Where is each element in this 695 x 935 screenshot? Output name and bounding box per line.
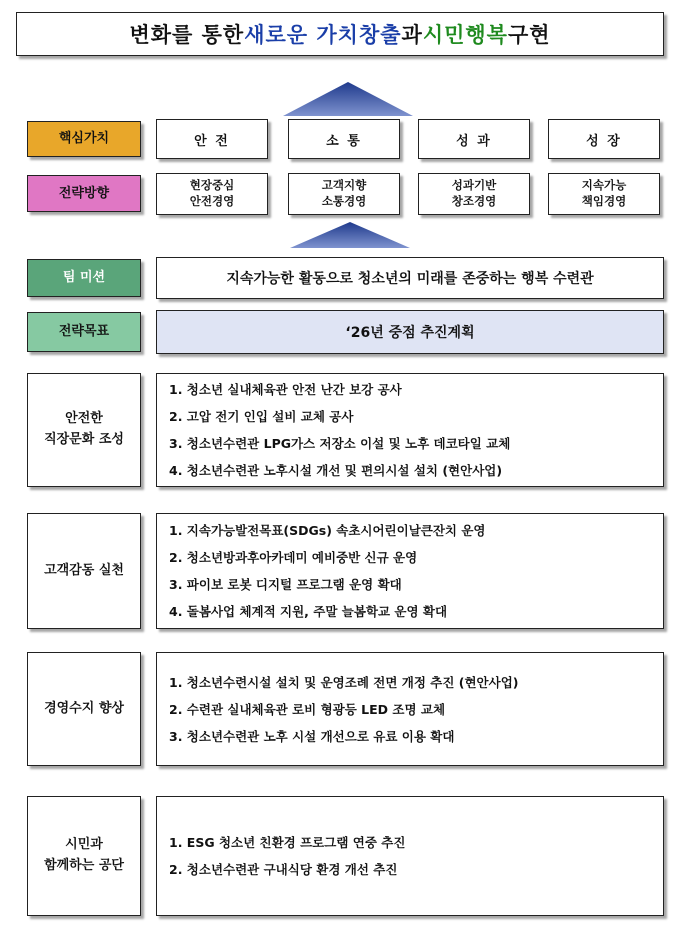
core-value-safety: 안 전	[156, 119, 268, 159]
list-item: 1. 청소년수련시설 설치 및 운영조례 전면 개정 추진 (현안사업)	[169, 674, 519, 690]
title-part-2: 새로운 가치창출	[244, 23, 402, 47]
list-item: 1. ESG 청소년 친환경 프로그램 연중 추진	[169, 835, 406, 850]
title-part-1: 변화를 통한	[129, 23, 245, 47]
strategic-direction-1: 현장중심 안전경영	[156, 173, 268, 215]
core-value-performance: 성 과	[418, 119, 530, 159]
goal-items-safety	[156, 373, 664, 487]
list-item: 1. 청소년 실내체육관 안전 난간 보강 공사	[169, 382, 402, 397]
strategic-direction-2: 고객지향 소통경영	[288, 173, 400, 215]
goal-items-customer	[156, 513, 664, 629]
strategic-goal-label: 전략목표	[27, 312, 141, 352]
strategic-direction-3: 성과기반 창조경영	[418, 173, 530, 215]
goal-items-citizens	[156, 796, 664, 916]
core-value-communication: 소 통	[288, 119, 400, 159]
core-values-label: 핵심가치	[27, 121, 141, 157]
goal-label-customer: 고객감동 실천	[27, 513, 141, 629]
team-mission-label: 팀 미션	[27, 259, 141, 297]
list-item: 2. 청소년수련관 구내식당 환경 개선 추진	[169, 862, 398, 877]
goal-label-finance: 경영수지 향상	[27, 652, 141, 766]
title-part-3: 과	[401, 23, 423, 47]
goal-label-safety: 안전한 직장문화 조성	[27, 373, 141, 487]
list-item: 3. 청소년수련관 노후 시설 개선으로 유료 이용 확대	[169, 728, 455, 744]
strategic-direction-4: 지속가능 책임경영	[548, 173, 660, 215]
page-title	[16, 12, 664, 56]
up-arrow-icon	[283, 82, 413, 116]
list-item: 3. 파이보 로봇 디지털 프로그램 운영 확대	[169, 577, 402, 592]
up-arrow-icon	[290, 222, 410, 248]
core-value-growth: 성 장	[548, 119, 660, 159]
list-item: 4. 청소년수련관 노후시설 개선 및 편의시설 설치 (현안사업)	[169, 463, 503, 478]
list-item: 2. 고압 전기 인입 설비 교체 공사	[169, 409, 354, 424]
plan-title: ‘26년 중점 추진계획	[156, 310, 664, 354]
goal-label-citizens: 시민과 함께하는 공단	[27, 796, 141, 916]
team-mission-text: 지속가능한 활동으로 청소년의 미래를 존중하는 행복 수련관	[156, 257, 664, 299]
list-item: 4. 돌봄사업 체계적 지원, 주말 늘봄학교 운영 확대	[169, 604, 448, 619]
list-item: 2. 청소년방과후아카데미 예비중반 신규 운영	[169, 550, 418, 565]
title-part-5: 구현	[507, 23, 551, 47]
list-item: 3. 청소년수련관 LPG가스 저장소 이설 및 노후 데코타일 교체	[169, 436, 511, 451]
strategic-direction-label: 전략방향	[27, 175, 141, 212]
title-part-4: 시민행복	[422, 23, 508, 47]
list-item: 2. 수련관 실내체육관 로비 형광등 LED 조명 교체	[169, 701, 446, 717]
list-item: 1. 지속가능발전목표(SDGs) 속초시어린이날큰잔치 운영	[169, 523, 486, 538]
goal-items-finance	[156, 652, 664, 766]
